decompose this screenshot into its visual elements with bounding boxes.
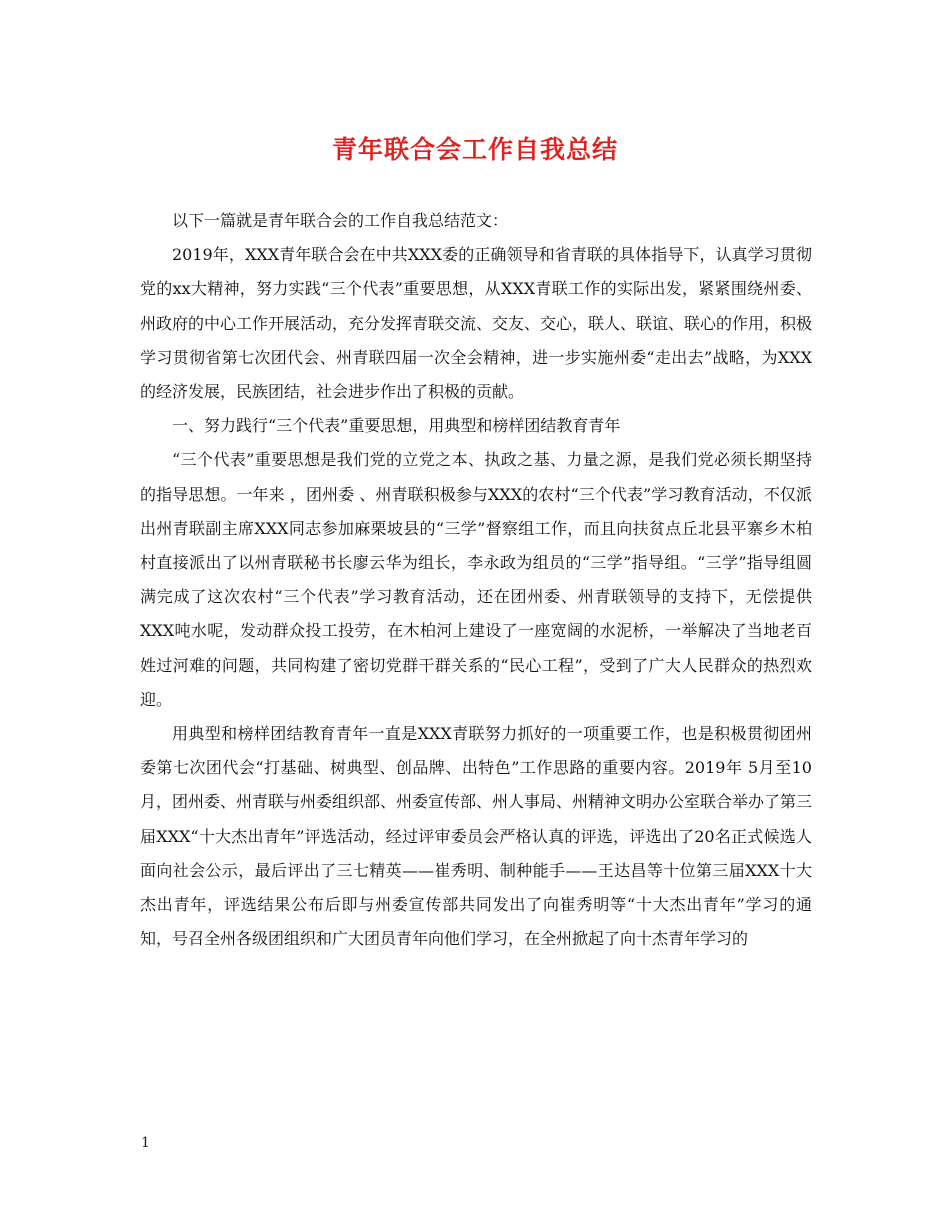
paragraph-youth-models: 用典型和榜样团结教育青年一直是XXX青联努力抓好的一项重要工作，也是积极贯彻团州委第七次团代会“打基础、树典型、创品牌、出特色”工作思路的重要内容。2019年 5月至10月，团州委、州青联与州委组织部、州委宣传部、州人事局、州精神文明办公室联合举办了第三届XXX“十大杰出青年”评选活动，经过评审委员会严格认真的评选，评选出了20名正式候选人面向社会公示，最后评出了三七精英——崔秀明、制种能手——王达昌等十位第三届XXX十大杰出青年，评选结果公布后即与州委宣传部共同发出了向崔秀明等“十大杰出青年”学习的通知，号召全州各级团组织和广大团员青年向他们学习，在全州掀起了向十杰青年学习的 <box>140 724 813 949</box>
document-body <box>140 204 812 956</box>
page-number: 1 <box>141 1135 150 1151</box>
paragraph-overview: 2019年，XXX青年联合会在中共XXX委的正确领导和省青联的具体指导下，认真学习贯彻党的xx大精神，努力实践“三个代表”重要思想，从XXX青联工作的实际出发，紧紧围绕州委、州政府的中心工作开展活动，充分发挥青联交流、交友、交心，联人、联谊、联心的作用，积极学习贯彻省第七次团代会、州青联四届一次全会精神，进一步实施州委“走出去”战略，为XXX的经济发展，民族团结，社会进步作出了积极的贡献。 <box>140 245 813 402</box>
document-title: 青年联合会工作自我总结 <box>331 135 618 164</box>
paragraph-intro: 以下一篇就是青年联合会的工作自我总结范文： <box>172 211 509 230</box>
paragraph-three-represents: “三个代表”重要思想是我们党的立党之本、执政之基、力量之源，是我们党必须长期坚持的指导思想。一年来 ，团州委 、州青联积极参与XXX的农村“三个代表”学习教育活动，不仅派出州青联副主席XXX同志参加麻栗坡县的“三学”督察组工作，而且向扶贫点丘北县平寨乡木柏村直接派出了以州青联秘书长廖云华为组长，李永政为组员的“三学”指导组。“三学”指导组圆满完成了这次农村“三个代表”学习教育活动，还在团州委、州青联领导的支持下，无偿提供 XXX吨水呢，发动群众投工投劳，在木柏河上建设了一座宽阔的水泥桥，一举解决了当地老百姓过河难的问题，共同构建了密切党群干群关系的“民心工程”，受到了广大人民群众的热烈欢迎。 <box>140 450 812 709</box>
section-heading: 一、努力践行“三个代表”重要思想，用典型和榜样团结教育青年 <box>172 416 621 436</box>
